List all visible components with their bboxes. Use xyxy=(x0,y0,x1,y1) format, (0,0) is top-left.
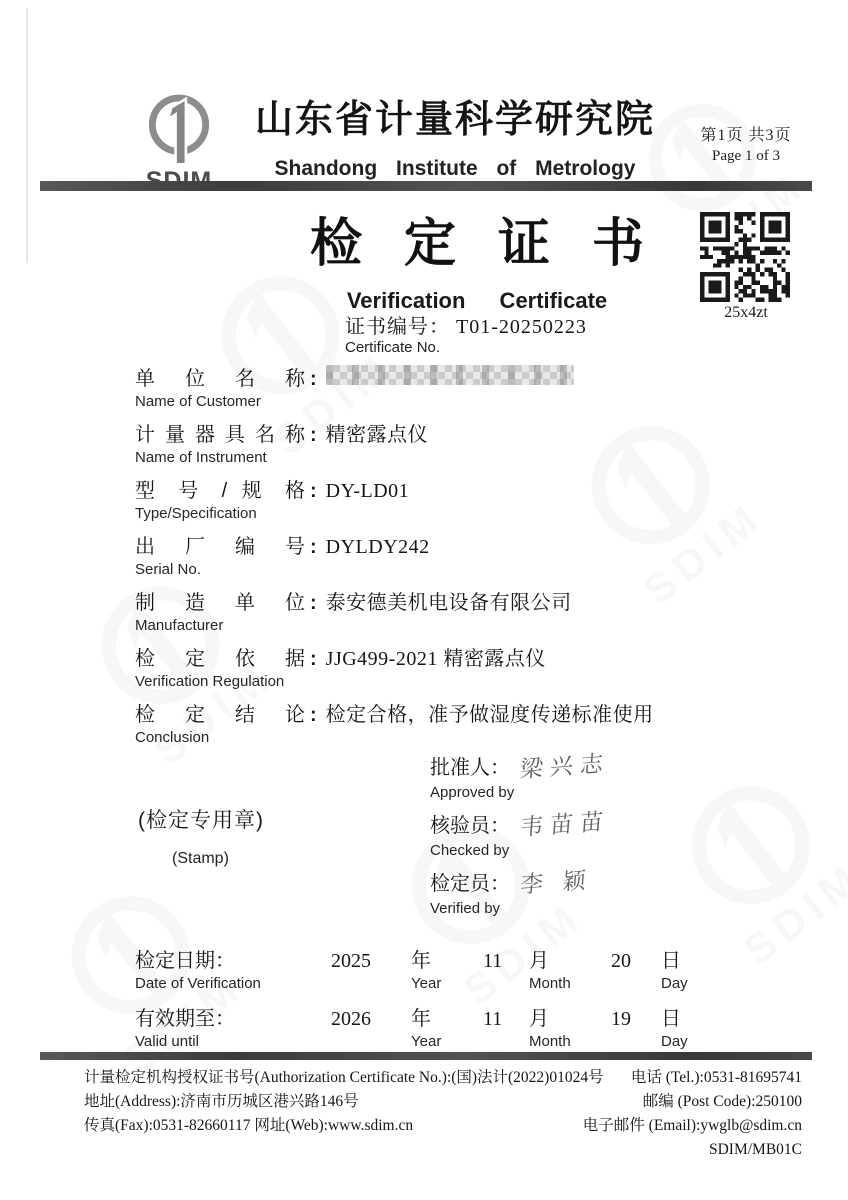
organization-name-en: Shandong Institute of Metrology xyxy=(274,157,636,180)
valid-until-day: 19 xyxy=(611,1008,631,1030)
day-unit-cn: 日 xyxy=(661,950,681,972)
signature-block xyxy=(430,752,760,926)
verified-by-signature: 李 颖 xyxy=(519,867,594,898)
month-unit-cn: 月 xyxy=(529,950,549,972)
sdim-logo-icon xyxy=(136,90,222,168)
field-conclusion xyxy=(135,702,735,747)
field-type xyxy=(135,478,735,523)
day-unit-en: Day xyxy=(661,975,688,992)
year-unit-en: Year xyxy=(411,1033,442,1050)
header-divider-bar xyxy=(40,181,812,191)
verification-year: 2025 xyxy=(331,950,371,972)
signature-label-cn: 检定员： xyxy=(430,873,510,895)
field-regulation xyxy=(135,646,735,691)
certificate-number: 证书编号： T01-20250223 xyxy=(345,316,587,338)
field-colon: : xyxy=(310,424,317,446)
year-unit-en: Year xyxy=(411,975,442,992)
approved-by-signature: 梁兴志 xyxy=(519,750,611,783)
field-colon: : xyxy=(310,648,317,670)
email: 电子邮件 (Email):ywglb@sdim.cn xyxy=(582,1117,802,1134)
date-label-cn: 有效期至： xyxy=(135,1008,235,1030)
month-unit-en: Month xyxy=(529,975,571,992)
field-colon: : xyxy=(310,704,317,726)
organization-name-cn: 山东省计量科学研究院 xyxy=(254,99,655,141)
valid-until-year: 2026 xyxy=(331,1008,371,1030)
field-value: DY-LD01 xyxy=(325,480,410,502)
field-label-en: Verification Regulation xyxy=(135,673,285,690)
fax-and-web: 传真(Fax):0531-82660117 网址(Web):www.sdim.cn xyxy=(84,1117,414,1134)
address: 地址(Address):济南市历城区港兴路146号 xyxy=(84,1093,359,1110)
page-indicator-en: Page 1 of 3 xyxy=(712,148,780,164)
verification-month: 11 xyxy=(483,950,503,972)
month-unit-en: Month xyxy=(529,1033,571,1050)
date-of-verification-row xyxy=(135,948,735,993)
page-indicator xyxy=(676,122,816,165)
qr-code xyxy=(700,212,790,302)
footer-block xyxy=(84,1066,802,1162)
certificate-title-en: Verification Certificate xyxy=(346,288,608,313)
field-label-en: Name of Customer xyxy=(135,393,261,410)
field-colon: : xyxy=(310,592,317,614)
certificate-number-label-en: Certificate No. xyxy=(345,339,441,356)
field-label-cn: 检 定 结 论 xyxy=(135,704,305,726)
field-value: 精密露点仪 xyxy=(325,424,429,446)
scan-artifact-line xyxy=(26,8,28,263)
field-label-cn: 出 厂 编 号 xyxy=(135,536,305,558)
field-label-en: Conclusion xyxy=(135,729,210,746)
field-label-cn: 检 定 依 据 xyxy=(135,648,305,670)
field-label-cn: 计 量 器 具 名 称 xyxy=(135,424,305,446)
verification-day: 20 xyxy=(611,950,631,972)
year-unit-cn: 年 xyxy=(411,950,431,972)
certificate-title-cn: 检定证书 xyxy=(309,216,686,273)
qr-code-block xyxy=(700,212,792,322)
signature-verified xyxy=(430,868,760,919)
field-value: 泰安德美机电设备有限公司 xyxy=(325,592,572,614)
stamp-note-en: (Stamp) xyxy=(172,850,229,867)
dates-block xyxy=(135,948,735,1064)
field-manufacturer xyxy=(135,590,735,635)
signature-approved xyxy=(430,752,760,803)
checked-by-signature: 韦苗苗 xyxy=(519,808,611,841)
date-label-en: Date of Verification xyxy=(135,975,261,992)
field-label-en: Type/Specification xyxy=(135,505,257,522)
field-instrument xyxy=(135,422,735,467)
day-unit-en: Day xyxy=(661,1033,688,1050)
page-indicator-cn: 第1页 共3页 xyxy=(700,127,792,144)
field-serial xyxy=(135,534,735,579)
certificate-fields xyxy=(135,365,735,758)
date-label-en: Valid until xyxy=(135,1033,199,1050)
qr-caption: 25x4zt xyxy=(724,304,768,321)
valid-until-month: 11 xyxy=(483,1008,503,1030)
field-customer xyxy=(135,365,735,411)
day-unit-cn: 日 xyxy=(661,1008,681,1030)
field-label-en: Serial No. xyxy=(135,561,201,578)
authorization-number: 计量检定机构授权证书号(Authorization Certificate No.):(国)法计(2022)01024号 xyxy=(84,1069,604,1086)
field-colon: : xyxy=(310,536,317,558)
redacted-customer-name xyxy=(326,365,574,385)
field-colon: : xyxy=(310,368,317,390)
field-label-cn: 型 号 / 规 格 xyxy=(135,480,305,502)
signature-label-en: Checked by xyxy=(430,842,510,859)
stamp-note-cn: (检定专用章) xyxy=(138,809,264,832)
field-label-cn: 单 位 名 称 xyxy=(135,368,305,390)
footer-divider-bar xyxy=(40,1052,812,1060)
valid-until-row xyxy=(135,1006,735,1051)
field-value: JJG499-2021 精密露点仪 xyxy=(325,648,546,670)
organization-header xyxy=(240,88,670,181)
field-label-en: Manufacturer xyxy=(135,617,224,634)
signature-checked xyxy=(430,810,760,861)
month-unit-cn: 月 xyxy=(529,1008,549,1030)
document-code: SDIM/MB01C xyxy=(708,1141,802,1158)
signature-label-cn: 核验员： xyxy=(430,815,510,837)
signature-label-en: Approved by xyxy=(430,784,515,801)
field-value: 检定合格，准予做湿度传递标准使用 xyxy=(325,704,654,726)
date-label-cn: 检定日期： xyxy=(135,950,235,972)
year-unit-cn: 年 xyxy=(411,1008,431,1030)
signature-label-en: Verified by xyxy=(430,900,501,917)
field-colon: : xyxy=(310,480,317,502)
field-label-en: Name of Instrument xyxy=(135,449,267,466)
field-label-cn: 制 造 单 位 xyxy=(135,592,305,614)
field-value: DYLDY242 xyxy=(325,536,430,558)
telephone: 电话 (Tel.):0531-81695741 xyxy=(630,1069,802,1086)
post-code: 邮编 (Post Code):250100 xyxy=(642,1093,802,1110)
signature-label-cn: 批准人： xyxy=(430,757,510,779)
